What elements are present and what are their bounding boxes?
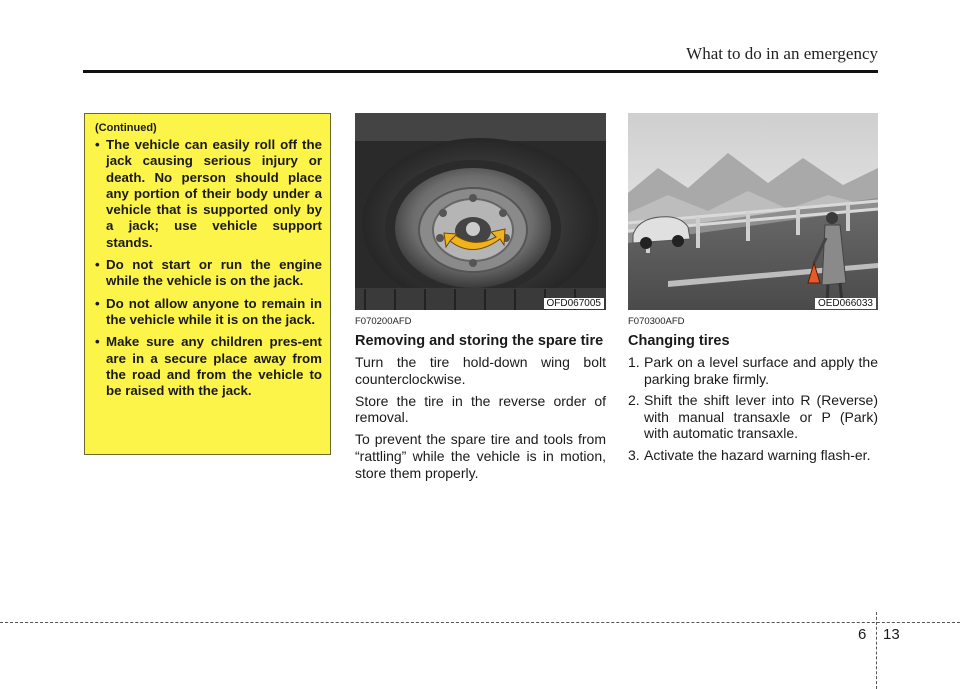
spare-tire-illustration xyxy=(355,113,606,310)
section-title: What to do in an emergency xyxy=(686,44,878,63)
figure-code: OFD067005 xyxy=(544,298,604,309)
page-number: 13 xyxy=(883,626,900,643)
paragraph: Store the tire in the reverse order of removal. xyxy=(355,392,606,426)
spare-tire-figure xyxy=(355,113,606,310)
chapter-number: 6 xyxy=(858,626,867,643)
warning-box xyxy=(84,113,331,455)
paragraph: Turn the tire hold-down wing bolt counterclockwise. xyxy=(355,354,606,387)
warning-list xyxy=(95,137,322,399)
step-item: 3. Activate the hazard warning flash-er. xyxy=(628,446,871,463)
section-ref: F070300AFD xyxy=(628,316,685,327)
roadside-illustration xyxy=(628,113,878,310)
bullet-icon: • xyxy=(95,257,100,273)
steps-list xyxy=(628,354,878,463)
warning-item: • Do not start or run the engine while the vehicle is on the jack. xyxy=(95,257,322,289)
section-ref: F070200AFD xyxy=(355,316,412,327)
paragraph: To prevent the spare tire and tools from “rattling” while the vehicle is in motion, store them properly. xyxy=(355,431,606,481)
step-item: 1. Park on a level surface and apply the parking brake firmly. xyxy=(628,354,878,387)
section-changing-tires xyxy=(628,316,878,468)
step-item: 2. Shift the shift lever into R (Reverse) with manual transaxle or P (Park) with automatic transaxle. xyxy=(628,392,878,441)
section-heading: Removing and storing the spare tire xyxy=(355,333,604,349)
warning-item: • Do not allow anyone to remain in the vehicle while it is on the jack. xyxy=(95,295,322,327)
bullet-icon: • xyxy=(95,137,100,152)
section-removing-spare-tire xyxy=(355,316,606,487)
footer-rule xyxy=(0,622,960,623)
warning-item: • The vehicle can easily roll off the jack causing serious injury or death. No person should place any portion of their body under a vehicle that is supported only by a jack; use vehicle support stands. xyxy=(95,137,322,250)
section-heading: Changing tires xyxy=(628,333,730,349)
page-separator xyxy=(876,612,877,689)
warning-item: • Make sure any children pres-ent are in a secure place away from the road and from the vehicle to be raised with the jack. xyxy=(95,334,322,399)
header-rule xyxy=(83,70,878,73)
continued-label: (Continued) xyxy=(95,122,157,134)
bullet-icon: • xyxy=(95,334,100,350)
roadside-figure xyxy=(628,113,878,310)
figure-code: OED066033 xyxy=(815,298,876,309)
bullet-icon: • xyxy=(95,295,100,311)
